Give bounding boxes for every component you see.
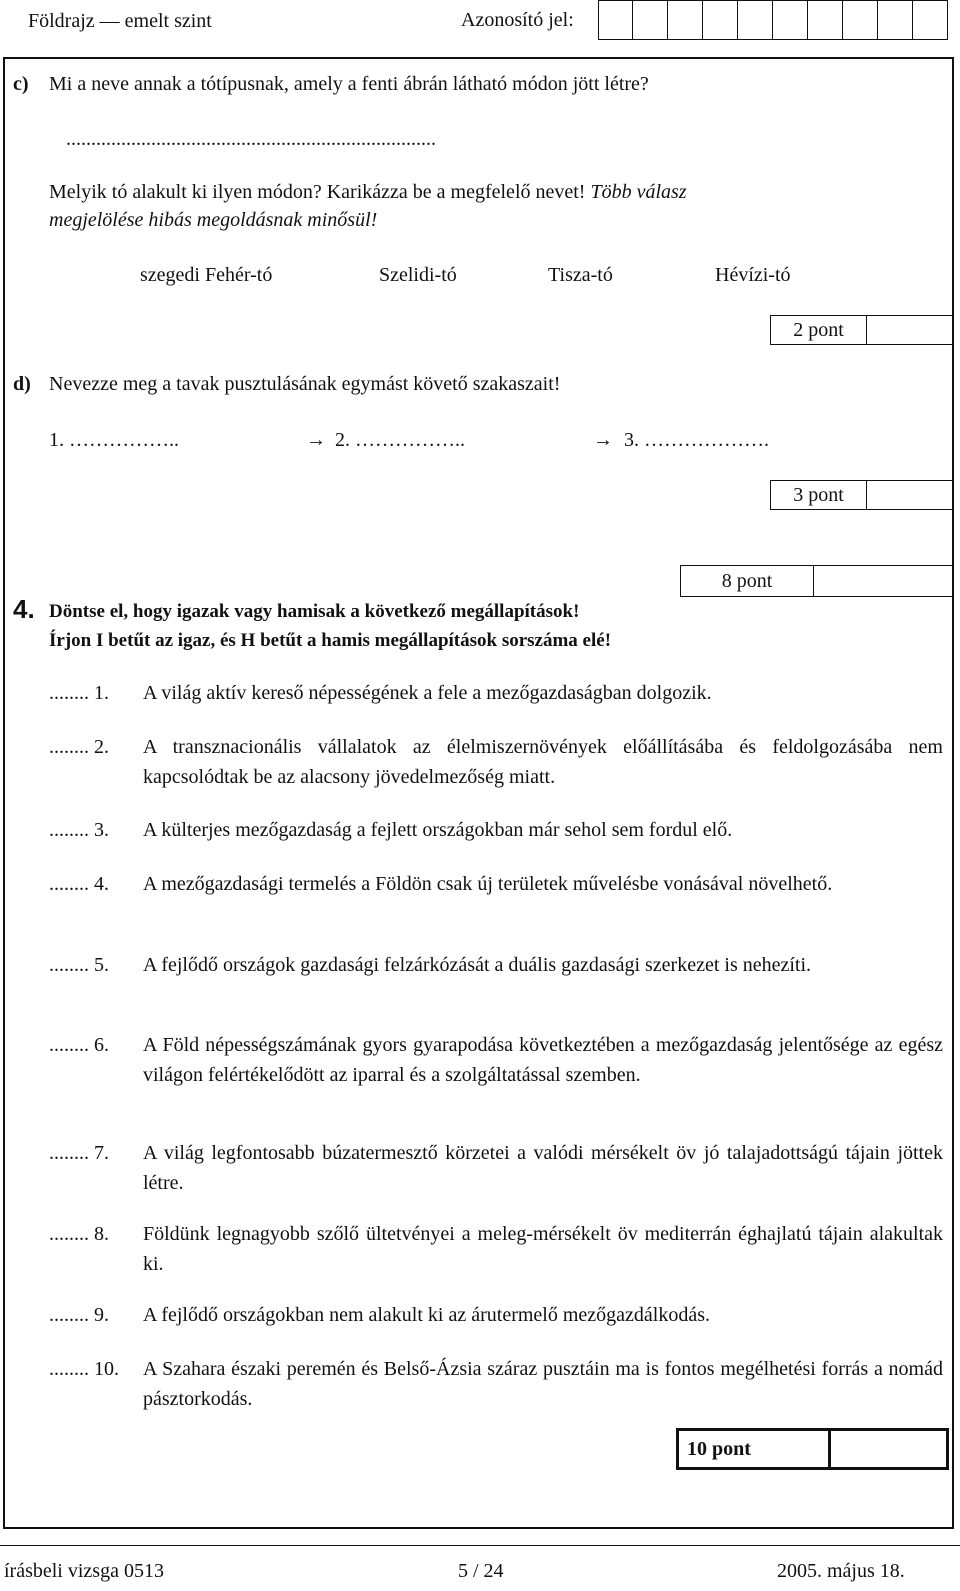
id-cell[interactable] — [738, 0, 773, 40]
statement-text: A fejlődő országokban nem alakult ki az árutermelő mezőgazdálkodás. — [143, 1304, 711, 1326]
task4-title-line2: Írjon I betűt az igaz, és H betűt a hamis megállapítások sorszáma elé! — [49, 630, 612, 651]
part-c-question: Mi a neve annak a tótípusnak, amely a fenti ábrán látható módon jött létre? — [49, 73, 649, 95]
task4-number: 4. — [13, 594, 35, 624]
option-szelidi-to[interactable]: Szelidi-tó — [379, 264, 457, 286]
question2-italic: Több válasz — [590, 181, 687, 203]
arrow-icon: → — [593, 429, 613, 451]
statement-text: Földünk legnagyobb szőlő ültetvényei a meleg-mérsékelt öv mediterrán éghajlatú tájain alakultak ki. — [143, 1223, 943, 1275]
answer-dots[interactable]: ........ 9. — [49, 1304, 109, 1326]
answer-dots[interactable]: ........ 3. — [49, 819, 109, 841]
id-cell[interactable] — [633, 0, 668, 40]
part-d-step3[interactable]: 3. ………………. — [624, 429, 769, 451]
id-cell[interactable] — [878, 0, 913, 40]
answer-dots[interactable]: ........ 5. — [49, 954, 109, 976]
answer-dots[interactable]: ........ 2. — [49, 736, 109, 758]
part-d-step1[interactable]: 1. …………….. — [49, 429, 179, 451]
task4-score-entry[interactable] — [814, 565, 954, 597]
total-score: 10 pont — [679, 1431, 831, 1467]
statement-text: A Föld népességszámának gyors gyarapodása következtében a mezőgazdaság jelentősége az egész világon felértékelődött az iparral és a szolgáltatással szemben. — [143, 1034, 943, 1086]
part-c-score: 2 pont — [770, 315, 867, 345]
footer-left: írásbeli vizsga 0513 — [4, 1560, 164, 1582]
part-c-score-entry[interactable] — [867, 315, 953, 345]
footer-page: 5 / 24 — [458, 1560, 504, 1582]
statement-text: A Szahara északi peremén és Belső-Ázsia száraz pusztáin ma is fontos megélhetési forrás a nomád pásztorkodás. — [143, 1358, 943, 1410]
statement-text: A világ aktív kereső népességének a fele a mezőgazdaságban dolgozik. — [143, 682, 712, 704]
part-c-answer-dots[interactable]: .......................................................................... — [66, 128, 436, 150]
footer-date: 2005. május 18. — [777, 1560, 905, 1582]
total-score-entry[interactable] — [831, 1431, 946, 1467]
answer-dots[interactable]: ........ 8. — [49, 1223, 109, 1245]
answer-dots[interactable]: ........ 6. — [49, 1034, 109, 1056]
id-cell[interactable] — [913, 0, 948, 40]
part-d-question: Nevezze meg a tavak pusztulásának egymást követő szakaszait! — [49, 373, 561, 395]
part-d-score-box — [770, 480, 953, 510]
answer-dots[interactable]: ........ 1. — [49, 682, 109, 704]
option-hevizi-to[interactable]: Hévízi-tó — [715, 264, 791, 286]
header-subject: Földrajz — emelt szint — [28, 10, 212, 32]
id-cell[interactable] — [598, 0, 633, 40]
part-d-score-entry[interactable] — [867, 480, 953, 510]
answer-dots[interactable]: ........ 7. — [49, 1142, 109, 1164]
answer-dots[interactable]: ........ 4. — [49, 873, 109, 895]
part-c-score-box — [770, 315, 953, 345]
statement-text: A külterjes mezőgazdaság a fejlett országokban már sehol sem fordul elő. — [143, 819, 733, 841]
id-cell[interactable] — [703, 0, 738, 40]
arrow-icon: → — [306, 429, 326, 451]
answer-dots[interactable]: ........ 10. — [49, 1358, 119, 1380]
id-boxes[interactable] — [598, 0, 948, 45]
total-score-box — [676, 1428, 949, 1470]
option-tisza-to[interactable]: Tisza-tó — [548, 264, 613, 286]
id-label: Azonosító jel: — [461, 9, 574, 31]
part-c-question2-line2: megjelölése hibás megoldásnak minősül! — [49, 209, 378, 231]
statement-text: A transznacionális vállalatok az élelmiszernövények előállításába és feldolgozásába nem kapcsolódtak be az alacsony jövedelmezőség miatt. — [143, 736, 943, 788]
id-cell[interactable] — [843, 0, 878, 40]
option-szegedi-feher-to[interactable]: szegedi Fehér-tó — [140, 264, 273, 286]
task4-score-box — [680, 565, 954, 597]
part-d-label: d) — [13, 373, 31, 395]
task4-title-line1: Döntse el, hogy igazak vagy hamisak a következő megállapítások! — [49, 601, 580, 622]
part-c-label: c) — [13, 73, 29, 95]
statement-text: A világ legfontosabb búzatermesztő körzetei a valódi mérsékelt öv jó talajadottságú tájain jöttek létre. — [143, 1142, 943, 1194]
footer-divider — [0, 1545, 960, 1546]
question2-text: Melyik tó alakult ki ilyen módon? Karikázza be a megfelelő nevet! — [49, 181, 591, 203]
part-d-score: 3 pont — [770, 480, 867, 510]
statement-text: A mezőgazdasági termelés a Földön csak új területek művelésbe vonásával növelhető. — [143, 873, 833, 895]
id-cell[interactable] — [668, 0, 703, 40]
statement-text: A fejlődő országok gazdasági felzárkózását a duális gazdasági szerkezet is nehezíti. — [143, 954, 812, 976]
part-d-step2[interactable]: 2. …………….. — [335, 429, 465, 451]
id-cell[interactable] — [808, 0, 843, 40]
task4-score: 8 pont — [680, 565, 814, 597]
part-c-question2 — [49, 181, 687, 204]
id-cell[interactable] — [773, 0, 808, 40]
